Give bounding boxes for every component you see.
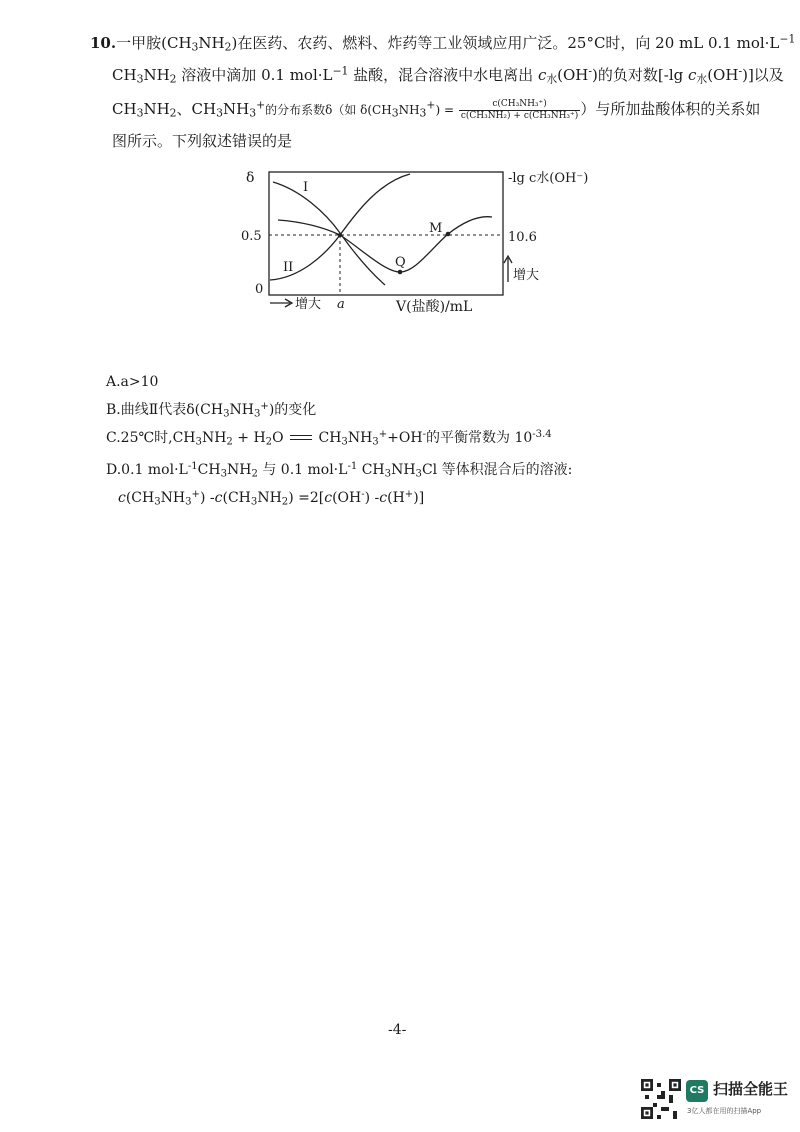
x-direction-label: 增大	[295, 297, 322, 312]
camscanner-logo: CS	[686, 1080, 708, 1102]
question-line-2: $CH_3NH_2$ 溶液中滴加 0.1 $mol\cdot L^{-1}$ 盐酸，混合溶液中水电离出 $c_水(OH^-)$的负对数[-lg $c_水(OH^-)$]以及	[112, 64, 784, 86]
titration-chart	[240, 160, 600, 320]
left-axis-label: δ	[246, 170, 255, 186]
x-tick-a: a	[337, 297, 345, 312]
equilibrium-sign	[288, 433, 314, 443]
left-tick-zero: 0	[255, 282, 264, 297]
option-c: C.25℃时$,CH_3NH_2 + H_2O$ $CH_3NH_3^++OH^-$的平衡常数为 $10^{-3.4}$	[106, 428, 552, 448]
question-line-3: $CH_3NH_2$、$CH_3NH_3^+$的分布系数δ（如 $\delta(CH_3NH_3^+)$ = $\frac{\text{c(CH₃NH₃⁺)}}{\text{c(CH₃NH₂) + c(CH₃NH₃⁺)}}$ ）与所加盐酸体积的关系如	[112, 98, 761, 121]
page-number: -4-	[388, 1022, 407, 1038]
curve-label-II: II	[283, 260, 294, 275]
point-Q	[398, 270, 403, 275]
option-b: B.曲线Ⅱ代表$\delta(CH_3NH_3^+)$的变化	[106, 400, 317, 420]
curve-label-I: I	[303, 180, 309, 195]
right-direction-label: 增大	[513, 268, 540, 283]
footer-brand: 扫描全能王	[713, 1080, 789, 1098]
question-line-4: 图所示。下列叙述错误的是	[112, 132, 293, 150]
curve-water	[278, 217, 492, 272]
question-line-1: 10.一甲胺$(CH_3NH_2)$在医药、农药、燃料、炸药等工业领域应用广泛。25°C时，向 20 mL 0.1 $mol\cdot L^{-1}$	[90, 32, 796, 54]
footer-tagline: 3亿人都在用的扫描App	[687, 1107, 762, 1115]
option-a: A.a>10	[106, 374, 159, 390]
point-label-M: M	[429, 221, 443, 236]
option-d-equation: $c(CH_3NH_3^+)$ $-c(CH_3NH_2) =2[c(OH^-)$ -c(H+)]	[118, 488, 425, 508]
right-tick: 10.6	[508, 230, 537, 245]
distribution-fraction: $\frac{\text{c(CH₃NH₃⁺)}}{\text{c(CH₃NH₂) + c(CH₃NH₃⁺)}}$	[460, 98, 579, 121]
question-number: 10.	[90, 34, 117, 52]
x-axis-label: V(盐酸)/mL	[396, 299, 473, 315]
point-label-Q: Q	[395, 255, 406, 270]
qr-code-icon	[641, 1079, 681, 1119]
point-M	[446, 232, 451, 237]
left-tick-half: 0.5	[241, 229, 262, 244]
right-axis-label: -lg c水(OH⁻)	[508, 171, 589, 186]
crossing-point	[338, 233, 342, 237]
option-d: D.0.1 $mol\cdot L^{-1}CH_3NH_2$ 与 0.1 $mol\cdot L^{-1}$ $CH_3NH_3Cl$ 等体积混合后的溶液:	[106, 460, 573, 480]
